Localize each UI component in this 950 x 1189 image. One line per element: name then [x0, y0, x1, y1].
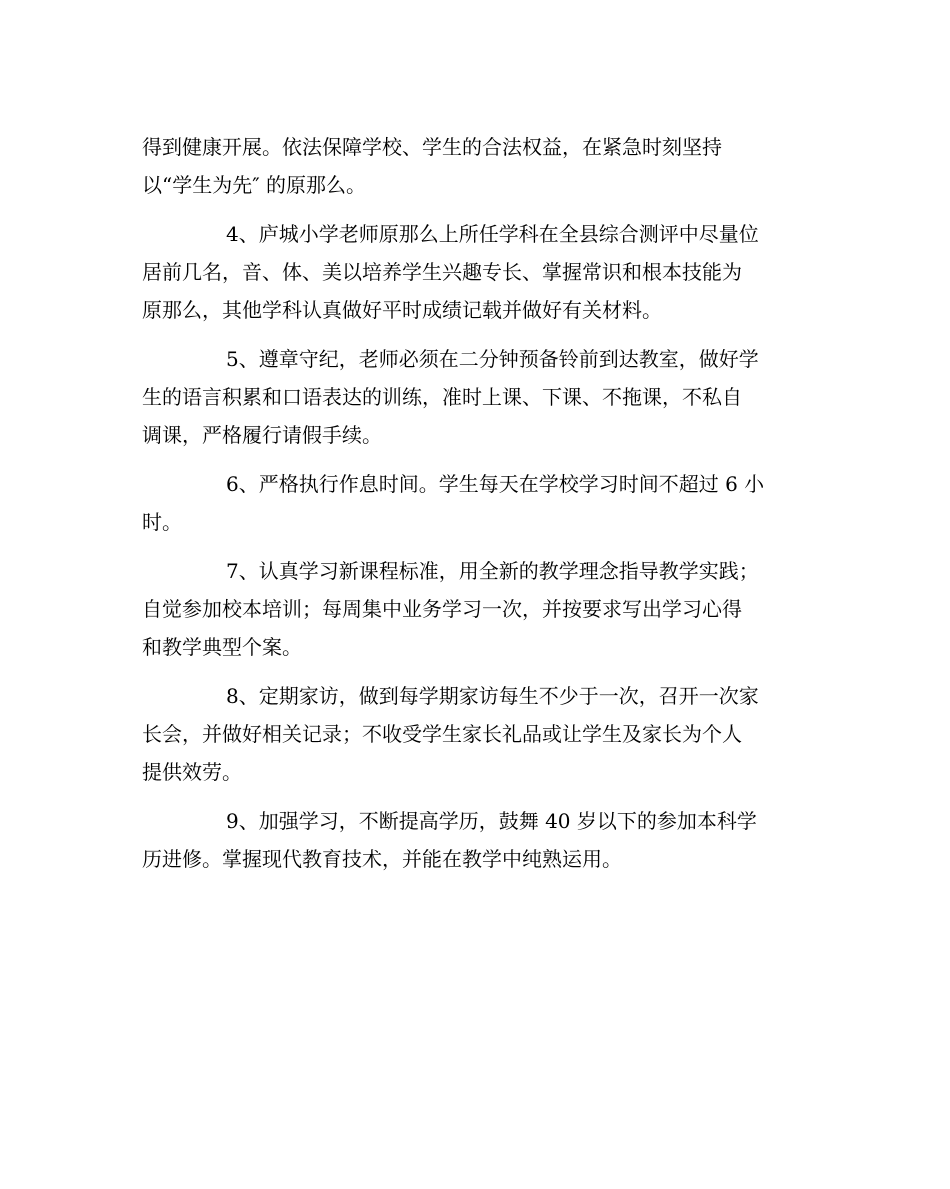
- text-line: 5、遵章守纪，老师必须在二分钟预备铃前到达教室，做好学: [226, 347, 759, 371]
- text-line: 生的语言积累和口语表达的训练，准时上课、下课、不拖课，不私自: [142, 385, 742, 409]
- text-line: 自觉参加校本培训；每周集中业务学习一次，并按要求写出学习心得: [142, 597, 742, 621]
- text-line: 7、认真学习新课程标准，用全新的教学理念指导教学实践；: [226, 559, 759, 583]
- document-body: [142, 128, 808, 878]
- text-line: 8、定期家访，做到每学期家访每生不少于一次，召开一次家: [226, 684, 759, 708]
- text-line: 调课，严格履行请假手续。: [142, 423, 382, 447]
- paragraph-item-4: [142, 215, 808, 329]
- text-line: 提供效劳。: [142, 760, 242, 784]
- text-line: 长会，并做好相关记录；不收受学生家长礼品或让学生及家长为个人: [142, 722, 742, 746]
- paragraph-intro: [142, 128, 808, 204]
- text-line: 4、庐城小学老师原那么上所任学科在全县综合测评中尽量位: [226, 222, 759, 246]
- paragraph-item-7: [142, 552, 808, 666]
- text-line: 历进修。掌握现代教育技术，并能在教学中纯熟运用。: [142, 847, 622, 871]
- paragraph-item-5: [142, 340, 808, 454]
- text-line: 得到健康开展。依法保障学校、学生的合法权益，在紧急时刻坚持: [142, 135, 722, 159]
- paragraph-item-9: [142, 802, 808, 878]
- text-line: 6、严格执行作息时间。学生每天在学校学习时间不超过 6 小: [226, 472, 765, 496]
- text-line: 和教学典型个案。: [142, 635, 302, 659]
- paragraph-item-6: [142, 465, 808, 541]
- text-line: 居前几名，音、体、美以培养学生兴趣专长、掌握常识和根本技能为: [142, 260, 742, 284]
- text-line: 时。: [142, 510, 182, 534]
- text-line: 原那么，其他学科认真做好平时成绩记载并做好有关材料。: [142, 298, 662, 322]
- text-line: 9、加强学习，不断提高学历，鼓舞 40 岁以下的参加本科学: [226, 809, 757, 833]
- text-line: 以“学生为先″ 的原那么。: [142, 173, 367, 197]
- paragraph-item-8: [142, 677, 808, 791]
